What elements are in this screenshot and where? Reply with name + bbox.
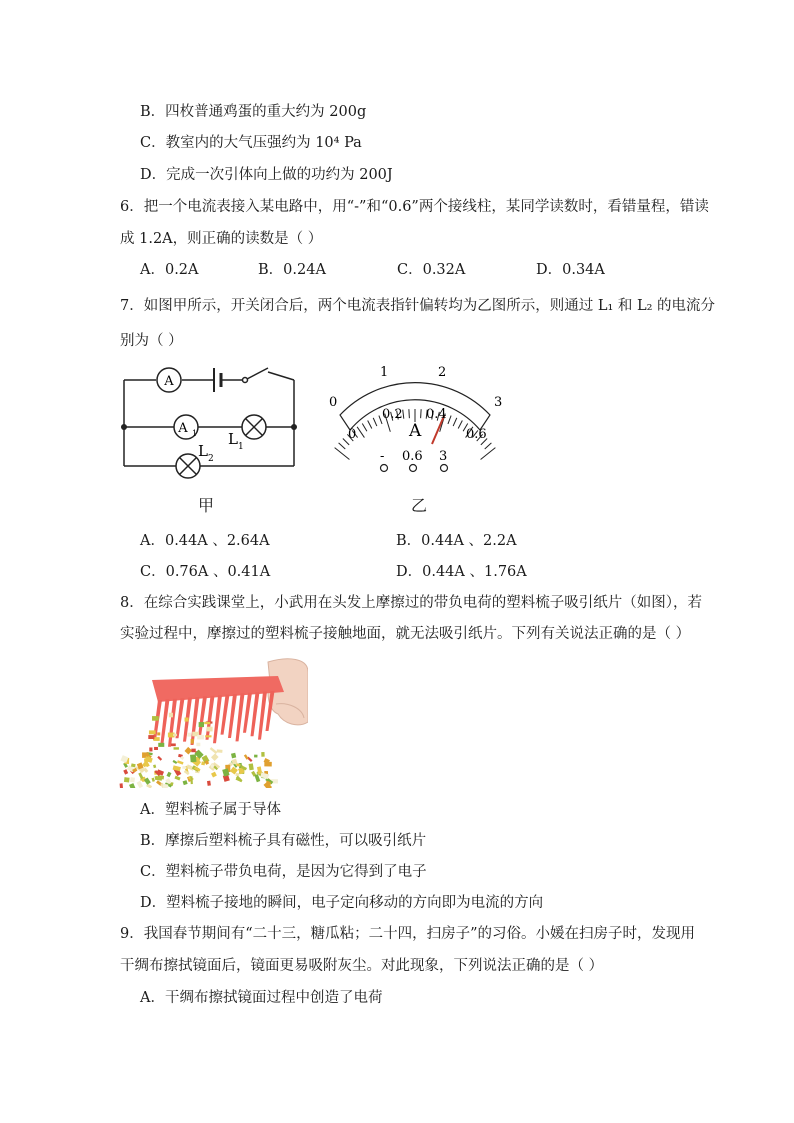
paper-piece (130, 777, 135, 782)
paper-piece (148, 735, 154, 739)
comb-photo (118, 652, 308, 788)
q8-option-b: B．摩擦后塑料梳子具有磁性，可以吸引纸片 (140, 833, 427, 849)
terminal-minus-post (381, 465, 388, 472)
paper-piece (153, 764, 156, 768)
ammeter-dial (320, 360, 510, 478)
paper-piece (205, 735, 211, 737)
paper-piece (149, 730, 156, 734)
terminal-3: 3 (439, 449, 448, 464)
paper-piece (249, 763, 254, 770)
outer-scale-1: 1 (380, 365, 389, 380)
paper-piece (207, 781, 211, 786)
paper-piece (158, 743, 164, 747)
q6-option-d: D．0.34A (536, 262, 605, 278)
inner-scale-0-6: 0.6 (466, 427, 487, 442)
dial-tick (458, 421, 462, 429)
comb-tooth (221, 695, 230, 735)
dial-tick (421, 409, 422, 418)
dial-tick (362, 424, 367, 432)
paper-piece (152, 716, 159, 721)
ammeter-branch-subscript: 1 (192, 429, 198, 438)
paper-piece (124, 777, 130, 782)
paper-piece (190, 754, 196, 762)
paper-piece (184, 747, 192, 755)
ammeter-main-label: A (164, 374, 174, 389)
comb-tooth (243, 693, 252, 733)
dial-tick (335, 448, 350, 460)
inner-scale-0: 0 (348, 427, 357, 442)
q7-option-d: D．0.44A 、1.76A (396, 564, 527, 580)
paper-piece (210, 747, 218, 754)
paper-piece (157, 756, 162, 761)
q7-option-c: C．0.76A 、0.41A (140, 564, 271, 580)
q7-option-b: B．0.44A 、2.2A (396, 533, 517, 549)
paper-piece (196, 743, 200, 747)
paper-piece (166, 772, 171, 778)
dial-tick (368, 421, 372, 429)
terminal-minus: - (380, 449, 385, 464)
paper-piece (137, 781, 144, 788)
paper-piece (174, 747, 179, 749)
meter-unit: A (409, 421, 422, 441)
q9-stem-line2: 干绸布擦拭镜面后，镜面更易吸附灰尘。对此现象，下列说法正确的是（ ） (120, 958, 604, 974)
comb-tooth (206, 696, 215, 740)
paper-piece (264, 762, 271, 767)
dial-tick (448, 416, 451, 424)
comb-tooth (176, 698, 185, 738)
paper-piece (217, 749, 223, 752)
paper-piece (154, 747, 158, 750)
paper-piece (254, 755, 257, 758)
dial-tick (339, 443, 346, 449)
paper-piece (261, 752, 264, 757)
comb-tooth (236, 693, 245, 741)
paper-piece (174, 776, 180, 781)
inner-scale-0-4: 0.4 (426, 407, 447, 422)
comb-tooth (213, 695, 222, 743)
lamp2-label: L (198, 442, 208, 460)
paper-piece (173, 760, 178, 764)
paper-piece (211, 772, 217, 778)
q6-stem-line1: 6．把一个电流表接入某电路中，用“-”和“0.6”两个接线柱，某同学读数时，看错量程，错读 (120, 199, 709, 215)
paper-piece (211, 753, 219, 761)
dial-tick (409, 409, 410, 418)
paper-piece (169, 713, 173, 718)
outer-scale-3: 3 (494, 395, 503, 410)
q6-option-a: A．0.2A (140, 262, 199, 278)
q7-stem-line2: 别为（ ） (120, 333, 183, 349)
q9-stem-line1: 9．我国春节期间有“二十三，糖瓜粘；二十四，扫房子”的习俗。小媛在扫房子时，发现用 (120, 926, 696, 942)
paper-piece (207, 727, 213, 732)
paper-piece (177, 760, 184, 764)
comb-tooth (168, 699, 177, 747)
paper-piece (199, 722, 204, 727)
paper-piece (191, 739, 194, 744)
terminal-0-6: 0.6 (402, 449, 423, 464)
paper-piece (157, 732, 160, 735)
comb-tooth (251, 692, 260, 736)
dial-tick (485, 443, 492, 449)
lamp1-label: L (228, 430, 238, 448)
q5-option-d: D．完成一次引体向上做的功约为 200J (140, 167, 393, 183)
paper-piece (173, 765, 181, 771)
paper-piece (129, 783, 135, 788)
paper-piece (173, 734, 177, 736)
comb-tooth (228, 694, 237, 738)
paper-piece (182, 766, 186, 769)
q6-stem-line2: 成 1.2A，则正确的读数是（ ） (120, 231, 323, 247)
paper-piece (183, 780, 188, 785)
q5-option-c: C．教室内的大气压强约为 10⁴ Pa (140, 135, 362, 151)
comb-tooth (198, 696, 207, 736)
meter-caption: 乙 (411, 496, 428, 515)
q5-option-b: B．四枚普通鸡蛋的重大约为 200g (140, 104, 367, 120)
q8-option-a: A．塑料梳子属于导体 (140, 802, 281, 818)
paper-piece (231, 753, 236, 759)
q8-option-c: C．塑料梳子带负电荷，是因为它得到了电子 (140, 864, 427, 880)
paper-piece (187, 733, 191, 737)
inner-scale-0-2: 0.2 (382, 407, 403, 422)
ammeter-branch-label: A (178, 421, 188, 436)
paper-piece (138, 772, 143, 779)
q7-option-a: A．0.44A 、2.64A (140, 533, 270, 549)
paper-piece (235, 773, 239, 776)
paper-piece (171, 743, 176, 746)
lamp1-subscript: 1 (238, 442, 244, 452)
paper-piece (185, 718, 189, 722)
outer-scale-0: 0 (329, 395, 338, 410)
terminal-0-6-post (410, 465, 417, 472)
paper-piece (190, 776, 193, 784)
dial-tick (403, 410, 404, 419)
q7-stem-line1: 7．如图甲所示，开关闭合后，两个电流表指针偏转均为乙图所示，则通过 L₁ 和 L₂ 的电流分 (120, 298, 716, 314)
outer-scale-2: 2 (438, 365, 447, 380)
comb-tooth (258, 692, 267, 740)
dial-tick (453, 418, 457, 426)
paper-piece (149, 747, 152, 751)
q8-stem-line2: 实验过程中，摩擦过的塑料梳子接触地面，就无法吸引纸片。下列有关说法正确的是（ ） (120, 626, 691, 642)
paper-piece (123, 769, 128, 774)
lamp2-subscript: 2 (208, 454, 214, 464)
q6-option-b: B．0.24A (258, 262, 326, 278)
q8-option-d: D．塑料梳子接地的瞬间，电子定向移动的方向即为电流的方向 (140, 895, 544, 911)
paper-piece (204, 722, 210, 724)
paper-piece (197, 735, 204, 740)
paper-piece (120, 783, 124, 788)
q8-stem-line1: 8．在综合实践课堂上，小武用在头发上摩擦过的带负电荷的塑料梳子吸引纸片（如图），若 (120, 595, 702, 611)
q9-option-a: A．干绸布擦拭镜面过程中创造了电荷 (140, 990, 383, 1006)
paper-piece (191, 749, 195, 753)
q6-option-c: C．0.32A (397, 262, 466, 278)
dial-tick (373, 418, 377, 426)
dial-tick (357, 427, 364, 438)
circuit-caption: 甲 (198, 496, 215, 515)
dial-tick (481, 448, 496, 460)
terminal-3-post (441, 465, 448, 472)
paper-piece (151, 778, 154, 782)
